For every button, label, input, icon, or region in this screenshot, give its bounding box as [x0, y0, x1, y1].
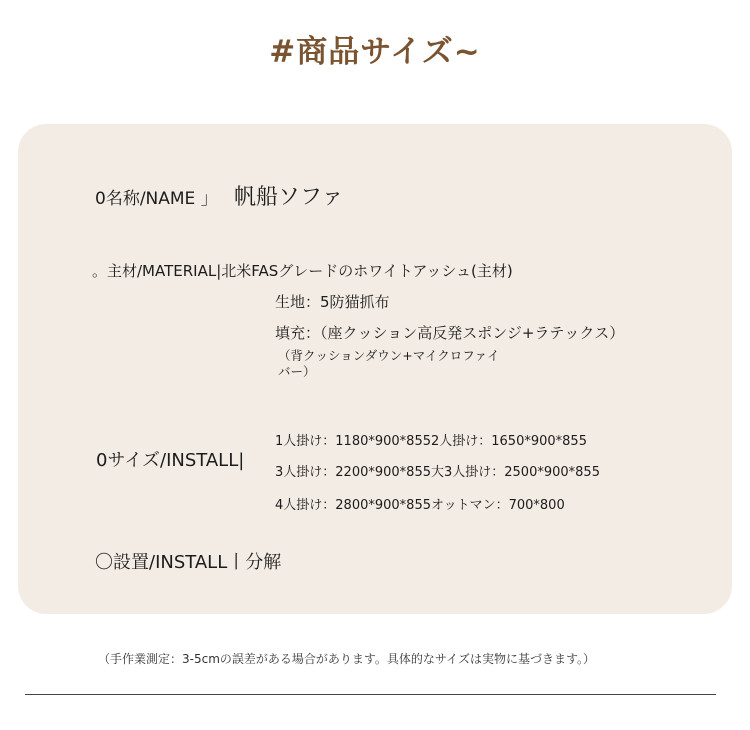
material-filling: 填充：（座クッション高反発スポンジ+ラテックス）: [275, 324, 625, 342]
size-label: 0サイズ/INSTALL|: [96, 450, 245, 471]
measurement-footnote: （手作業測定：3-5cmの誤差がある場合があります。具体的なサイズは実物に基づきます。）: [98, 652, 596, 666]
size-row: 1人掛け：1180*900*8552人掛け：1650*900*855: [275, 434, 587, 449]
install-line: 〇設置/INSTALL丨分解: [95, 552, 282, 573]
size-row: 3人掛け：2200*900*855大3人掛け：2500*900*855: [275, 465, 600, 480]
page-title: #商品サイズ~: [269, 34, 481, 70]
name-label: 0名称/NAME 」: [95, 189, 218, 209]
product-name: 帆船ソファ: [234, 185, 344, 210]
material-filling-note: （背クッションダウン+マイクロファイバー）: [278, 348, 500, 379]
material-line: 。主材/MATERIAL|北米FASグレードのホワイトアッシュ(主材): [92, 262, 513, 280]
divider: [25, 694, 716, 695]
product-size-card: [18, 124, 732, 614]
size-row: 4人掛け：2800*900*855オットマン：700*800: [275, 498, 565, 513]
material-fabric: 生地：5防猫抓布: [275, 293, 390, 311]
